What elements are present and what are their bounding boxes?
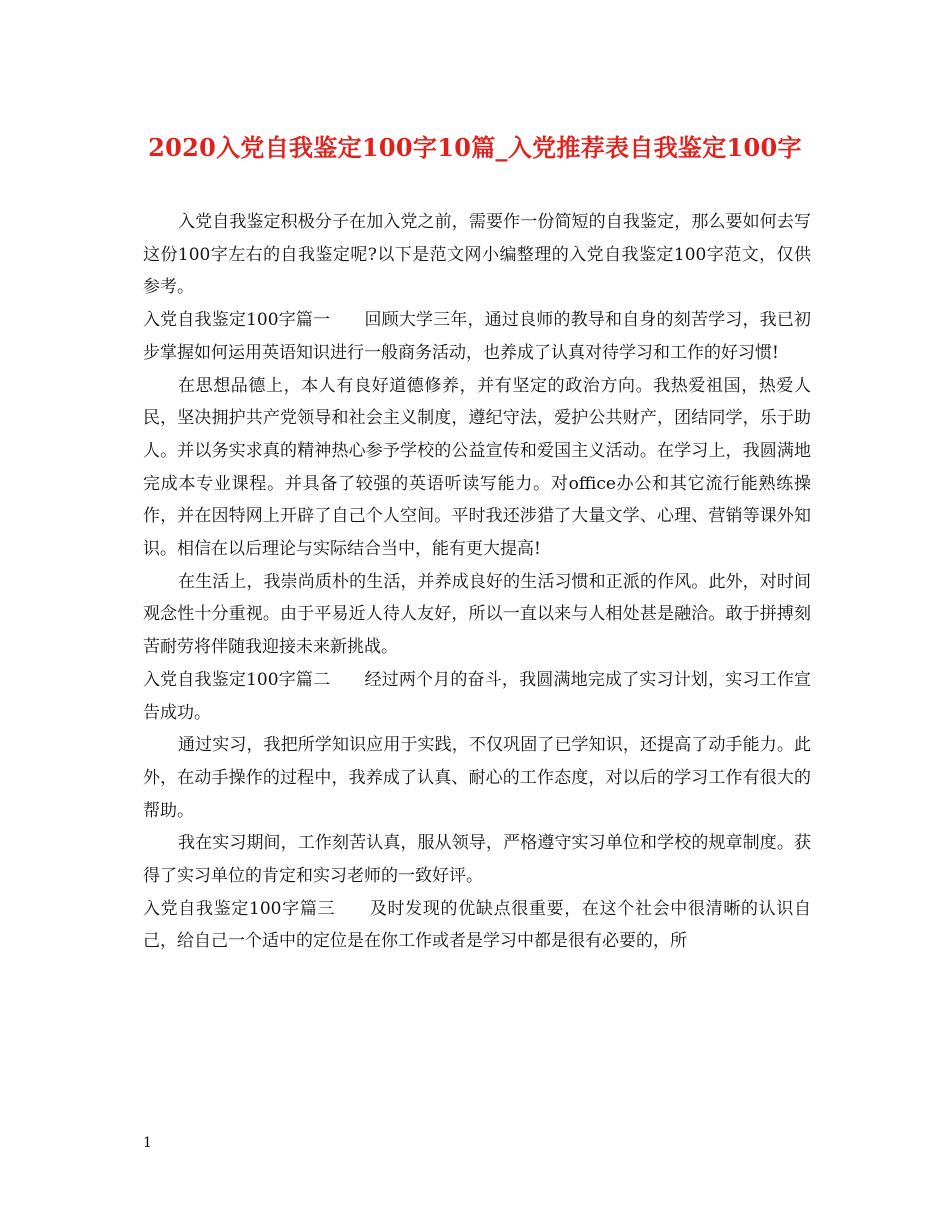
section-1-paragraph-life: 在生活上，我崇尚质朴的生活，并养成良好的生活习惯和正派的作风。此外，对时间观念性十分重视。由于平易近人待人友好，所以一直以来与人相处甚是融洽。敢于拼搏刻苦耐劳将伴随我迎接未来新挑战。 <box>143 571 811 658</box>
intro-paragraph: 入党自我鉴定积极分子在加入党之前，需要作一份简短的自我鉴定，那么要如何去写这份100字左右的自我鉴定呢?以下是范文网小编整理的入党自我鉴定100字范文，仅供参考。 <box>143 212 811 298</box>
section-2-paragraph-practice: 通过实习，我把所学知识应用于实践，不仅巩固了已学知识，还提高了动手能力。此外，在动手操作的过程中，我养成了认真、耐心的工作态度，对以后的学习工作有很大的帮助。 <box>143 735 811 821</box>
section-3-heading: 入党自我鉴定100字篇三 <box>143 898 336 919</box>
section-2-lead: 经过两个月的奋斗，我圆满地完成了实习计划，实习工作宣告成功。 <box>143 669 812 723</box>
section-3-paragraph <box>143 893 811 958</box>
page-number: 1 <box>143 1135 152 1151</box>
section-1-heading: 入党自我鉴定100字篇一 <box>143 310 331 331</box>
section-1-paragraph <box>143 304 811 369</box>
section-1-paragraph-morality: 在思想品德上，本人有良好道德修养，并有坚定的政治方向。我热爱祖国，热爱人民，坚决拥护共产党领导和社会主义制度，遵纪守法，爱护公共财产，团结同学，乐于助人。并以务实求真的精神热心参予学校的公益宣传和爱国主义活动。在学习上，我圆满地完成本专业课程。并具备了较强的英语听读写能力。对office办公和其它流行能熟练操作，并在因特网上开辟了自己个人空间。平时我还涉猎了大量文学、心理、营销等课外知识。相信在以后理论与实际结合当中，能有更大提高! <box>143 375 811 560</box>
document-body <box>143 206 811 958</box>
section-2-heading: 入党自我鉴定100字篇二 <box>143 669 331 690</box>
section-2-paragraph-internship: 我在实习期间，工作刻苦认真，服从领导，严格遵守实习单位和学校的规章制度。获得了实习单位的肯定和实习老师的一致好评。 <box>143 833 811 887</box>
document-title: 2020入党自我鉴定100字10篇_入党推荐表自我鉴定100字 <box>148 133 802 162</box>
section-2-paragraph <box>143 664 811 729</box>
section-1-lead: 回顾大学三年，通过良师的教导和自身的刻苦学习，我已初步掌握如何运用英语知识进行一般商务活动，也养成了认真对待学习和工作的好习惯! <box>143 310 812 363</box>
section-3-lead: 及时发现的优缺点很重要，在这个社会中很清晰的认识自己，给自己一个适中的定位是在你工作或者是学习中都是很有必要的，所 <box>143 898 812 952</box>
